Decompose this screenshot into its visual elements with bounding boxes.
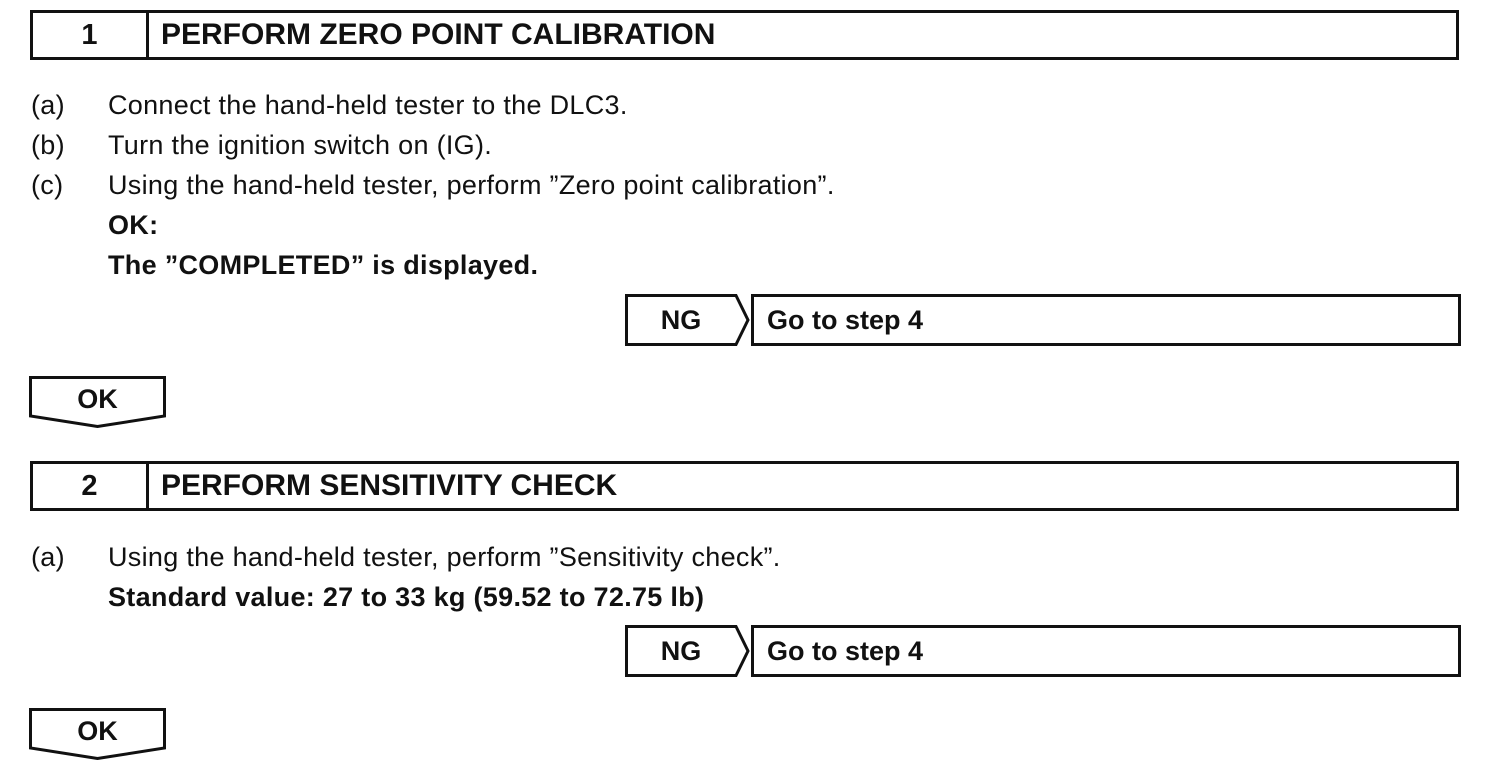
ok-criteria-label: OK: — [108, 210, 159, 240]
item-text: Using the hand-held tester, perform ”Zero point calibration”. — [108, 170, 835, 200]
item-label: (c) — [31, 170, 64, 200]
item-label: (a) — [31, 90, 65, 120]
ok-branch[interactable] — [29, 376, 166, 428]
step-title: PERFORM SENSITIVITY CHECK — [161, 469, 618, 502]
step-number: 2 — [33, 464, 149, 508]
ng-branch[interactable] — [625, 294, 750, 346]
ng-branch[interactable] — [625, 625, 750, 677]
item-text: Turn the ignition switch on (IG). — [108, 130, 493, 160]
ok-branch[interactable] — [29, 708, 166, 760]
item-label: (b) — [31, 130, 65, 160]
step-1-header — [30, 10, 1459, 60]
ok-label: OK — [77, 383, 118, 414]
ok-label: OK — [77, 715, 118, 746]
step-title: PERFORM ZERO POINT CALIBRATION — [161, 18, 716, 51]
ng-label: NG — [660, 304, 702, 335]
ok-criteria-text: The ”COMPLETED” is displayed. — [108, 250, 539, 280]
ng-label: NG — [660, 635, 702, 666]
go-to-step-link[interactable]: Go to step 4 — [751, 294, 1461, 346]
item-label: (a) — [31, 542, 65, 572]
step-number: 1 — [33, 13, 149, 57]
standard-value: Standard value: 27 to 33 kg (59.52 to 72.75 lb) — [108, 582, 705, 612]
item-text: Using the hand-held tester, perform ”Sensitivity check”. — [108, 542, 781, 572]
go-to-step-link[interactable]: Go to step 4 — [751, 625, 1461, 677]
step-2-header — [30, 461, 1459, 511]
item-text: Connect the hand-held tester to the DLC3. — [108, 90, 628, 120]
